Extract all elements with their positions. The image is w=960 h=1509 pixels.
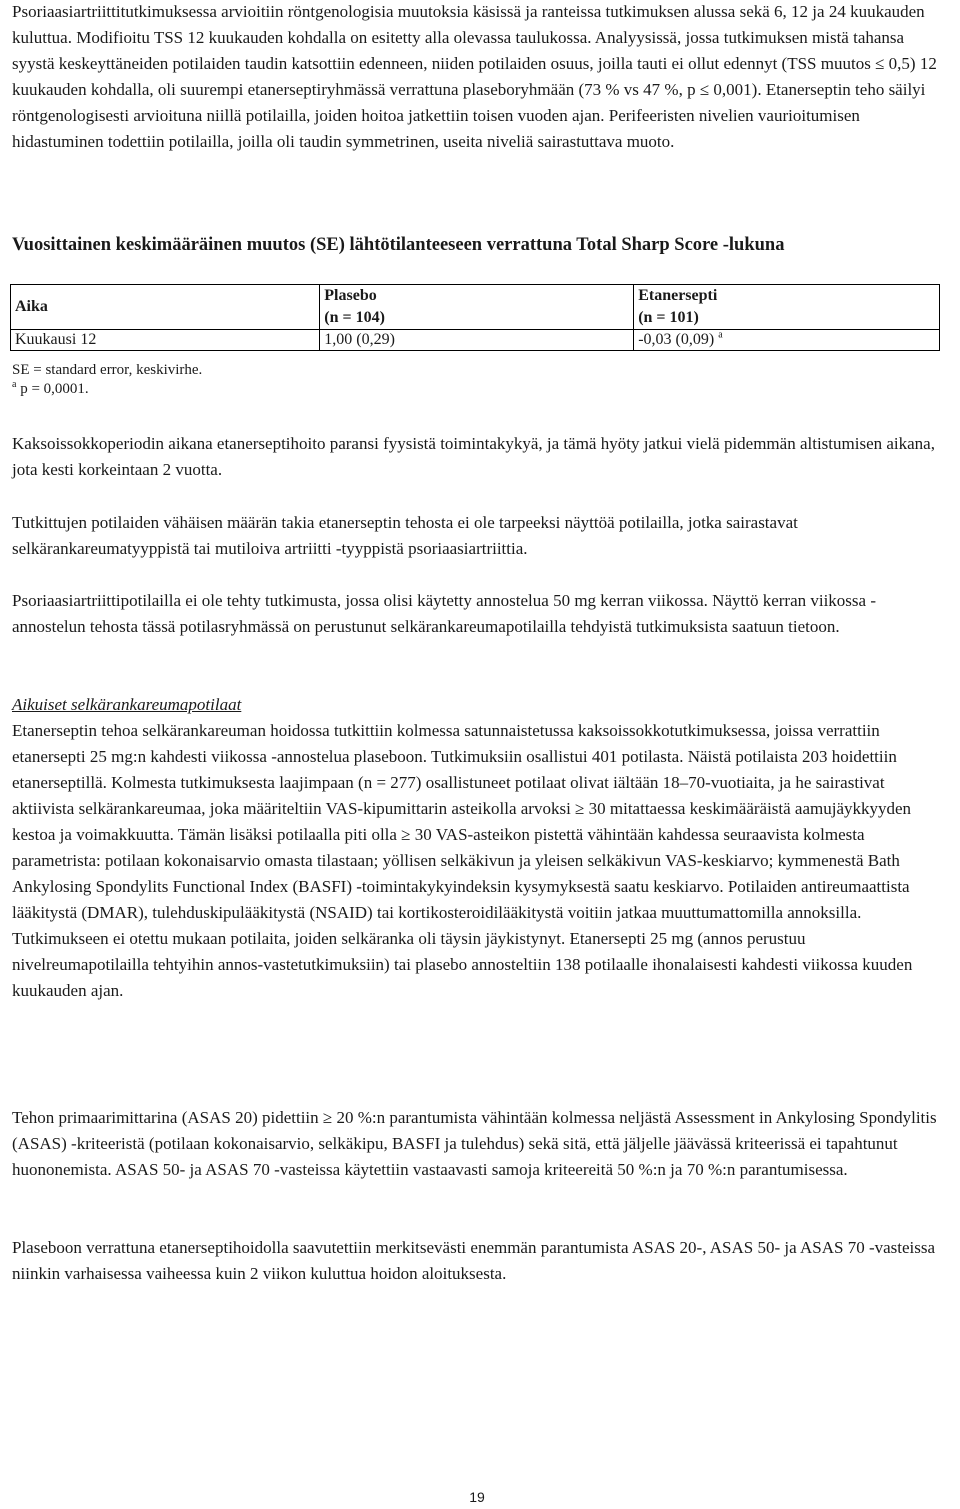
table-title: Vuosittainen keskimääräinen muutos (SE) lähtötilanteeseen verrattuna Total Sharp Score -lukuna: [12, 235, 785, 255]
intro-paragraph: Psoriaasiartriittitutkimuksessa arvioitiin röntgenologisia muutoksia käsissä ja ranteissa tutkimuksen alussa sekä 6, 12 ja 24 kuukauden kuluttua. Modifioitu TSS 12 kuukauden kohdalla on esitetty alla olevassa taulukossa. Analyysissä, jossa tutkimuksen mistä tahansa syystä keskeyttäneiden potilaiden taudin katsottiin edenneen, niiden potilaiden osuus, joilla tauti ei ollut edennyt (TSS muutos ≤ 0,5) 12 kuukauden kohdalla, oli suurempi etanerseptiryhmässä verrattuna plaseboryhmään (73 % vs 47 %, p ≤ 0,001). Etanerseptin teho säilyi röntgenologisesti arvioituna niillä potilailla, joiden hoitoa jatkettiin toisen vuoden ajan. Perifeeristen nivelien vaurioitumisen hidastuminen todettiin potilailla, joilla oli taudin symmetrinen, useita niveliä sairastuttava muoto.: [12, 2, 937, 151]
table-header-row: [11, 285, 940, 330]
header-etanercept-label: Etanersepti: [638, 287, 718, 304]
tss-table: [10, 284, 940, 351]
header-time: Aika: [11, 285, 320, 330]
paragraph-primary-endpoint: Tehon primaarimittarina (ASAS 20) pidettiin ≥ 20 %:n parantumista vähintään kolmessa neljästä Assessment in Ankylosing Spondylitis (ASAS) -kriteeristä (potilaan kokonaisarvio, selkäkipu, BASFI ja tulehdus) sekä sitä, että jäljelle jäävässä kriteerissä ei tapahtunut huononemista. ASAS 50- ja ASAS 70 -vasteissa käytettiin vastaavasti samoja kriteereitä 50 %:n ja 70 %:n parantumisessa.: [12, 1108, 937, 1179]
cell-etanercept-value: -0,03 (0,09): [638, 331, 715, 348]
cell-month-12: Kuukausi 12: [11, 330, 320, 351]
header-etanercept-n: (n = 101): [638, 309, 699, 326]
paragraph-double-blind: Kaksoissokkoperiodin aikana etanerseptihoito paransi fyysistä toimintakykyä, ja tämä hyöty jatkui vielä pidemmän altistumisen aikana, jota kesti korkeintaan 2 vuotta.: [12, 434, 935, 479]
paragraph-once-weekly: Psoriaasiartriittipotilailla ei ole tehty tutkimusta, jossa olisi käytetty annostelua 50 mg kerran viikossa. Näyttö kerran viikossa -annostelun tehosta tässä potilasryhmässä on perustunut selkärankareumapotilailla tehdyistä tutkimuksista saatuun tietoon.: [12, 591, 876, 636]
header-placebo: [320, 285, 634, 330]
header-placebo-label: Plasebo: [324, 287, 377, 304]
footnote-ref-a: a: [718, 329, 723, 341]
cell-placebo-value: 1,00 (0,29): [320, 330, 634, 351]
footnote-a-text: p = 0,0001.: [16, 381, 89, 397]
header-etanercept: [634, 285, 940, 330]
header-placebo-n: (n = 104): [324, 309, 385, 326]
footnote-a-mark: a: [12, 379, 17, 390]
cell-etanercept: [634, 330, 940, 351]
footnote-a: [12, 380, 89, 398]
footnote-se: SE = standard error, keskivirhe.: [12, 362, 203, 378]
paragraph-placebo-comparison: Plaseboon verrattuna etanerseptihoidolla saavutettiin merkitsevästi enemmän parantumista ASAS 20-, ASAS 50- ja ASAS 70 -vasteissa niinkin varhaisessa vaiheessa kuin 2 viikon kuluttua hoidon aloituksesta.: [12, 1238, 936, 1283]
table-row: [11, 330, 940, 351]
page-number: 19: [469, 1489, 485, 1505]
paragraph-small-population: Tutkittujen potilaiden vähäisen määrän takia etanerseptin tehosta ei ole tarpeeksi näyttöä potilailla, jotka sairastavat selkärankareumatyyppistä tai mutiloiva artriitti -tyyppistä psoriaasiartriittia.: [12, 513, 798, 558]
paragraph-as-studies: Etanerseptin tehoa selkärankareuman hoidossa tutkittiin kolmessa satunnaistetussa kaksoissokkotutkimuksessa, joissa verrattiin etanersepti 25 mg:n kahdesti viikossa -annostelua plaseboon. Tutkimuksiin osallistui 401 potilasta. Näistä potilaista 203 hoidettiin etanerseptillä. Kolmesta tutkimuksesta laajimpaan (n = 277) osallistuneet potilaat olivat iältään 18–70-vuotiaita, ja he sairastivat aktiivista selkärankareumaa, joka määriteltiin VAS-kipumittarin asteikolla arvoksi ≥ 30 mitattaessa keskimääräistä aamujäykkyyden kestoa ja voimakkuutta. Tämän lisäksi potilaalla piti olla ≥ 30 VAS-asteikon pistettä vähintään kahdessa seuraavista kolmesta parametrista: potilaan kokonaisarvio omasta tilastaan; yöllisen selkäkivun ja yleisen selkäkivun VAS-keskiarvo; kymmenestä Bath Ankylosing Spondylits Functional Index (BASFI) -toimintakykyindeksin kysymyksestä saatu keskiarvo. Potilaiden antireumaattista lääkitystä (DMAR), tulehduskipulääkitystä (NSAID) tai kortikosteroidilääkitystä voitiin jatkaa muuttumattomilla annoksilla. Tutkimukseen ei otettu mukaan potilaita, joiden selkäranka oli täysin jäykistynyt. Etanersepti 25 mg (annos perustuu nivelreumapotilailla tehtyihin annos-vastetutkimuksiin) tai plasebo annosteltiin 138 potilaalle ihonalaisesti kahdesti viikossa kuuden kuukauden ajan.: [12, 721, 913, 1000]
section-heading: Aikuiset selkärankareumapotilaat: [12, 695, 242, 714]
